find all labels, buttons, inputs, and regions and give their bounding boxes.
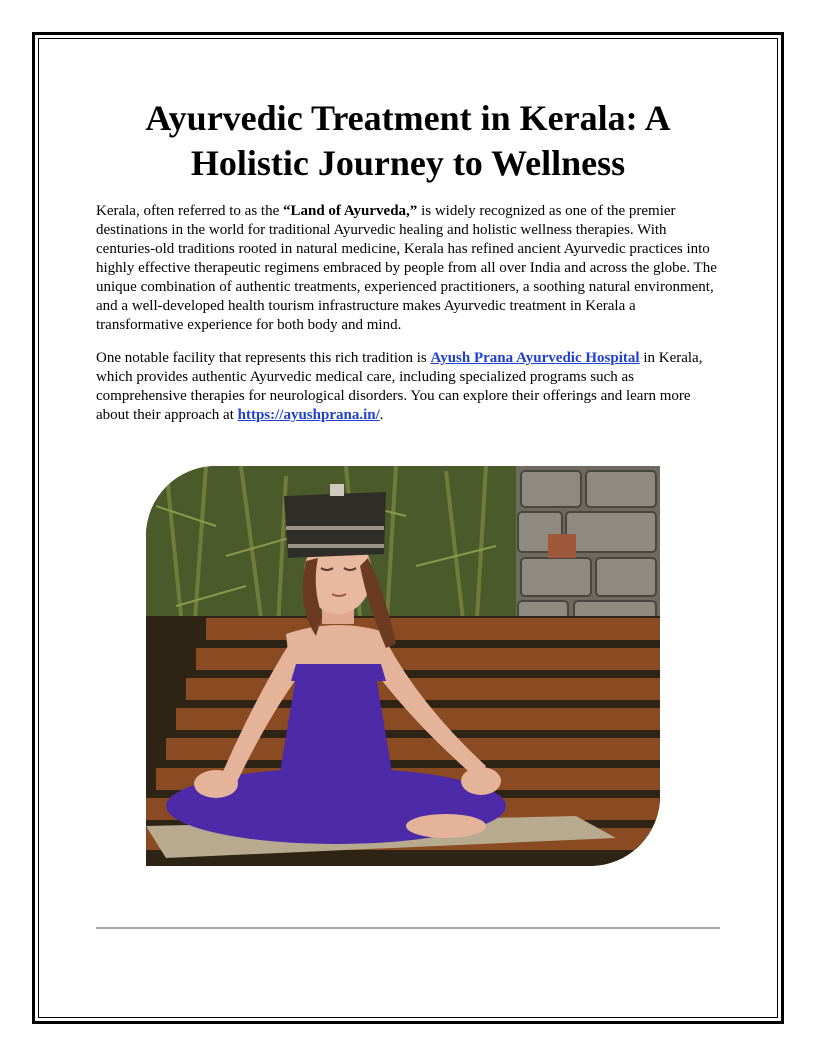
intro-text-rest: is widely recognized as one of the premier destinations in the world for traditional Ayurvedic healing and holistic wellness therapies. With centuries-old traditions rooted in natural medicine, Kerala has refined ancient Ayurvedic practices into highly effective therapeutic regimens embraced by people from all over India and across the globe. The unique combination of authentic treatments, experienced practitioners, a soothing natural environment, and a well-developed health tourism infrastructure makes Ayurvedic treatment in Kerala a transformative experience for both body and mind. — [96, 203, 717, 333]
intro-text-start: Kerala, often referred to as the — [96, 203, 283, 219]
bottom-divider — [96, 927, 720, 929]
hospital-text-end: . — [379, 407, 384, 423]
hospital-link[interactable]: Ayush Prana Ayurvedic Hospital — [430, 350, 640, 366]
page-title: Ayurvedic Treatment in Kerala: A Holistic Journey to Wellness — [145, 98, 671, 183]
website-link[interactable]: https://ayushprana.in/ — [237, 407, 380, 423]
hospital-text-start: One notable facility that represents this rich tradition is — [96, 350, 431, 366]
intro-emphasis: “Land of Ayurveda,” — [282, 203, 418, 219]
hospital-paragraph — [96, 349, 720, 425]
hospital-text-middle: in Kerala, which provides authentic Ayurvedic medical care, including specialized programs such as comprehensive therapies for neurological disorders. You can explore their offerings and learn more about their approach at — [96, 350, 703, 423]
meditation-photo — [146, 466, 660, 866]
intro-paragraph — [96, 202, 720, 335]
